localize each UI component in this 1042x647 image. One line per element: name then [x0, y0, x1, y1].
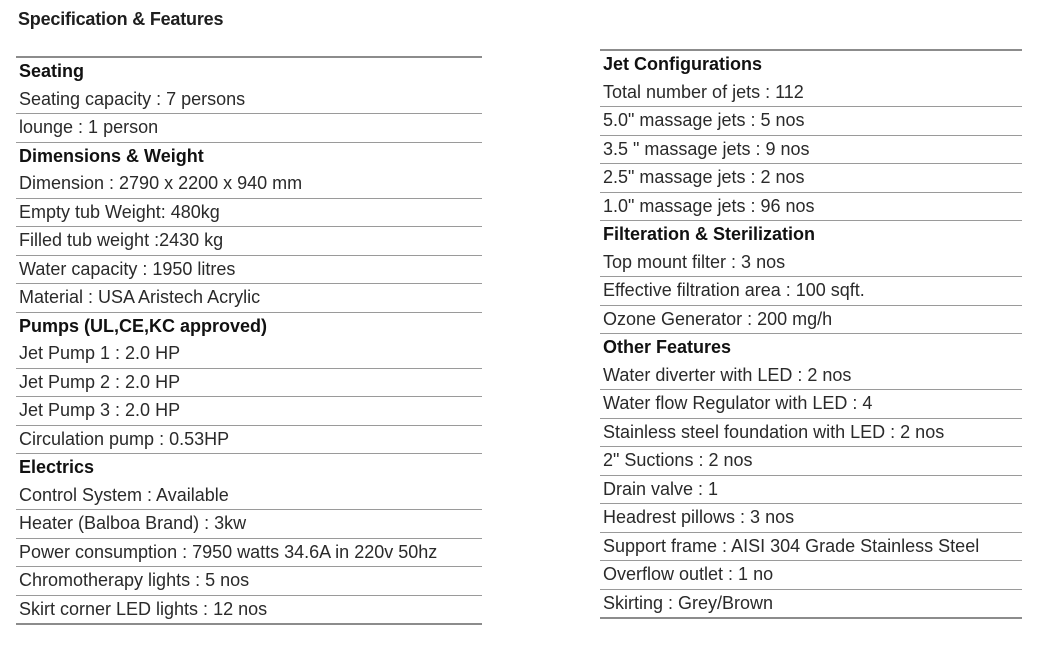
- right-spec-column: [600, 49, 1022, 619]
- spec-row: 1.0" massage jets : 96 nos: [600, 193, 1022, 222]
- spec-row: Headrest pillows : 3 nos: [600, 504, 1022, 533]
- spec-row: Filled tub weight :2430 kg: [16, 227, 482, 256]
- spec-row: Water diverter with LED : 2 nos: [600, 362, 1022, 391]
- spec-row: 2" Suctions : 2 nos: [600, 447, 1022, 476]
- spec-row: 5.0" massage jets : 5 nos: [600, 107, 1022, 136]
- spec-row: lounge : 1 person: [16, 114, 482, 143]
- spec-row: Power consumption : 7950 watts 34.6A in 220v 50hz: [16, 539, 482, 568]
- spec-row: Circulation pump : 0.53HP: [16, 426, 482, 455]
- left-spec-column: [16, 56, 482, 625]
- section-heading: Electrics: [19, 457, 95, 477]
- spec-row: Stainless steel foundation with LED : 2 nos: [600, 419, 1022, 448]
- spec-row: Overflow outlet : 1 no: [600, 561, 1022, 590]
- section-heading: Jet Configurations: [603, 54, 763, 74]
- spec-row: Water flow Regulator with LED : 4: [600, 390, 1022, 419]
- spec-row: Chromotherapy lights : 5 nos: [16, 567, 482, 596]
- spec-row: 2.5" massage jets : 2 nos: [600, 164, 1022, 193]
- spec-row: Support frame : AISI 304 Grade Stainless Steel: [600, 533, 1022, 562]
- spec-row: Jet Pump 3 : 2.0 HP: [16, 397, 482, 426]
- spec-row: Seating capacity : 7 persons: [16, 86, 482, 115]
- section-heading: Pumps (UL,CE,KC approved): [19, 315, 268, 336]
- spec-row: Material : USA Aristech Acrylic: [16, 284, 482, 313]
- spec-row: Drain valve : 1: [600, 476, 1022, 505]
- spec-row: Total number of jets : 112: [600, 79, 1022, 108]
- right-spec-rows: [600, 51, 1022, 619]
- section-heading: Seating: [19, 61, 85, 81]
- spec-row: 3.5 " massage jets : 9 nos: [600, 136, 1022, 165]
- page-title: Specification & Features: [18, 9, 224, 29]
- section-heading: Filteration & Sterilization: [603, 224, 816, 244]
- left-spec-rows: [16, 58, 482, 625]
- spec-row: Control System : Available: [16, 482, 482, 511]
- spec-row: Top mount filter : 3 nos: [600, 249, 1022, 278]
- spec-row: Jet Pump 2 : 2.0 HP: [16, 369, 482, 398]
- spec-row: Empty tub Weight: 480kg: [16, 199, 482, 228]
- spec-row: Jet Pump 1 : 2.0 HP: [16, 340, 482, 369]
- spec-row: Water capacity : 1950 litres: [16, 256, 482, 285]
- spec-row: Heater (Balboa Brand) : 3kw: [16, 510, 482, 539]
- spec-row: Dimension : 2790 x 2200 x 940 mm: [16, 170, 482, 199]
- section-heading: Dimensions & Weight: [19, 145, 204, 166]
- spec-row: Ozone Generator : 200 mg/h: [600, 306, 1022, 335]
- section-heading: Other Features: [603, 337, 732, 357]
- spec-row: Effective filtration area : 100 sqft.: [600, 277, 1022, 306]
- spec-row: Skirt corner LED lights : 12 nos: [16, 596, 482, 626]
- spec-row: Skirting : Grey/Brown: [600, 590, 1022, 620]
